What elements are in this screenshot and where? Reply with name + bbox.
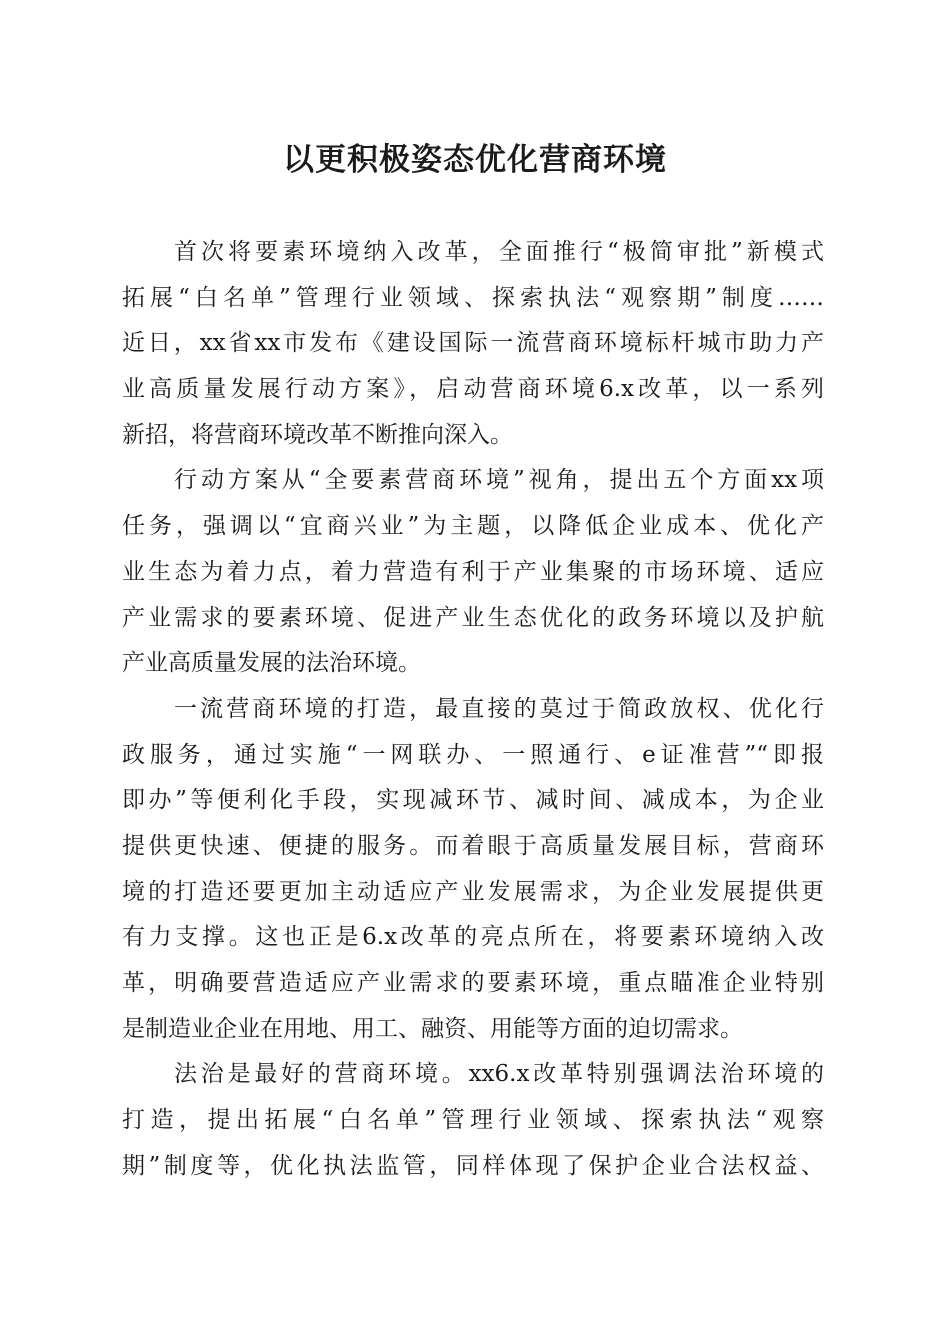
text-line: 打造，提出拓展“白名单”管理行业领域、探索执法“观察 (122, 1107, 824, 1134)
text-line: 一流营商环境的打造，最直接的莫过于简政放权、优化行 (174, 695, 824, 722)
text-line: 近日，xx省xx市发布《建设国际一流营商环境标杆城市助力产 (122, 330, 824, 357)
document-title: 以更积极姿态优化营商环境 (283, 142, 667, 178)
paragraph (122, 230, 824, 458)
text-line: 产业高质量发展的法治环境。 (122, 650, 421, 677)
text-line: 法治是最好的营商环境。xx6.x改革特别强调法治环境的 (174, 1061, 824, 1088)
paragraph (122, 1052, 824, 1189)
text-line: 行动方案从“全要素营商环境”视角，提出五个方面xx项 (174, 467, 824, 494)
text-line: 有力支撑。这也正是6.x改革的亮点所在，将要素环境纳入改 (122, 924, 824, 951)
text-line: 即办”等便利化手段，实现减环节、减时间、减成本，为企业 (122, 787, 824, 814)
text-line: 任务，强调以“宜商兴业”为主题，以降低企业成本、优化产 (122, 513, 824, 540)
text-line: 拓展“白名单”管理行业领域、探索执法“观察期”制度…… (122, 284, 824, 311)
text-line: 新招，将营商环境改革不断推向深入。 (122, 421, 513, 448)
text-line: 产业需求的要素环境、促进产业生态优化的政务环境以及护航 (122, 604, 824, 631)
text-line: 业高质量发展行动方案》，启动营商环境6.x改革，以一系列 (122, 376, 824, 403)
text-line: 境的打造还要更加主动适应产业发展需求，为企业发展提供更 (122, 878, 824, 905)
text-line: 是制造业企业在用地、用工、融资、用能等方面的迫切需求。 (122, 1015, 743, 1042)
text-line: 政服务，通过实施“一网联办、一照通行、e证准营”“即报 (122, 741, 824, 768)
text-line: 期”制度等，优化执法监管，同样体现了保护企业合法权益、 (122, 1152, 824, 1179)
text-line: 革，明确要营造适应产业需求的要素环境，重点瞄准企业特别 (122, 970, 824, 996)
document-body (122, 230, 824, 1189)
paragraph (122, 687, 824, 1053)
paragraph (122, 458, 824, 686)
text-line: 提供更快速、便捷的服务。而着眼于高质量发展目标，营商环 (122, 832, 824, 859)
text-line: 业生态为着力点，着力营造有利于产业集聚的市场环境、适应 (122, 558, 824, 585)
text-line: 首次将要素环境纳入改革，全面推行“极简审批”新模式 (174, 239, 824, 265)
